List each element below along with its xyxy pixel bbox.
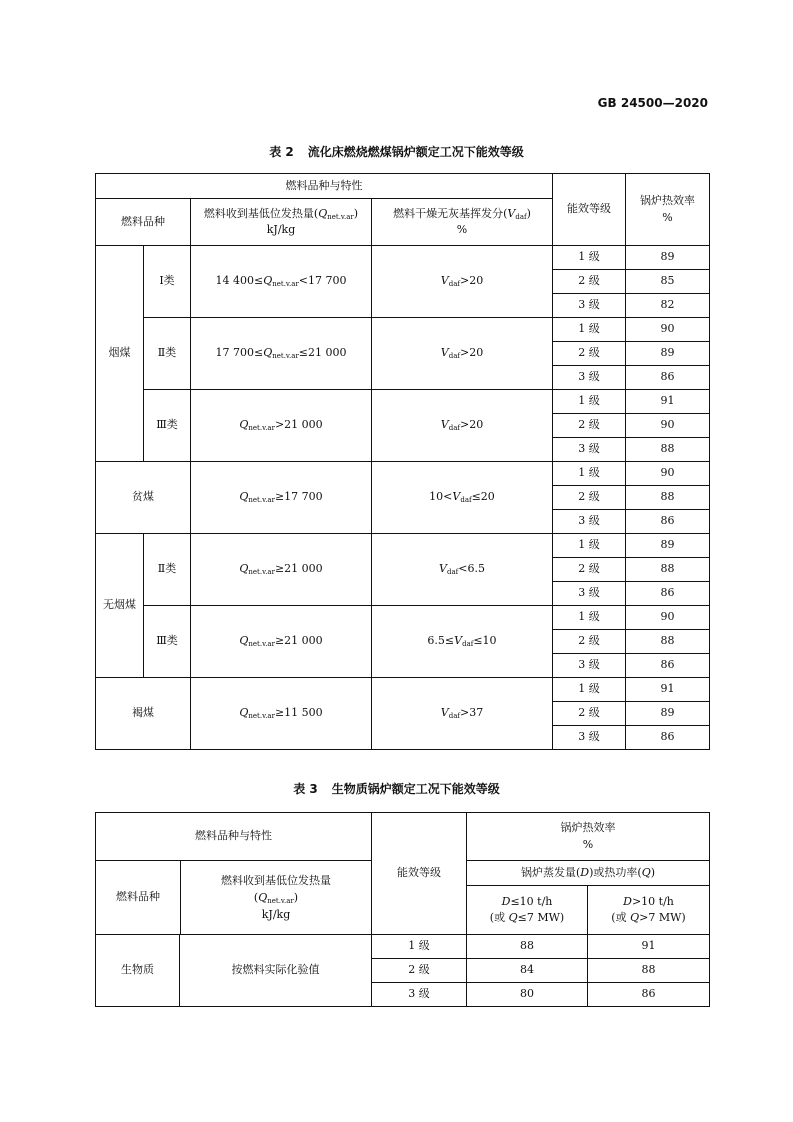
t2-efficiency: 86 [626,366,710,390]
t2-level: 1 级 [553,246,626,270]
t2-fuel-props-header: 燃料品种与特性 [96,174,553,199]
t2-level: 2 级 [553,270,626,294]
t3-grade-header: 能效等级 [372,813,467,935]
t3-fuel-type-heat-merge [96,861,372,935]
t2-anthracite-class3: Ⅲ类 [144,606,191,678]
t2-anthracite-class2: Ⅱ类 [144,534,191,606]
t2-efficiency: 85 [626,270,710,294]
t2-level: 3 级 [553,726,626,750]
t2-level: 2 级 [553,702,626,726]
t3-efficiency-high: 86 [588,983,710,1007]
t2-efficiency: 91 [626,390,710,414]
t2-bituminous-class1-volatile: Vdaf>20 [372,246,553,318]
t2-efficiency: 89 [626,342,710,366]
t3-level: 3 级 [372,983,467,1007]
t2-efficiency: 86 [626,726,710,750]
t2-bituminous-class2: Ⅱ类 [144,318,191,390]
t3-level: 1 级 [372,935,467,959]
t2-level: 1 级 [553,534,626,558]
t3-efficiency-high: 88 [588,959,710,983]
table2-caption-number: 表 2 [269,145,294,159]
t2-level: 3 级 [553,294,626,318]
t2-level: 2 级 [553,342,626,366]
t2-lignite-heat: Qnet.v.ar≥11 500 [191,678,372,750]
t2-efficiency: 88 [626,486,710,510]
t2-bituminous-class3-volatile: Vdaf>20 [372,390,553,462]
t2-anthracite-class3-heat: Qnet.v.ar≥21 000 [191,606,372,678]
t2-level: 3 级 [553,366,626,390]
table3-biomass-boiler [95,812,710,1007]
table2-caption [0,143,793,160]
t2-bituminous: 烟煤 [96,246,144,462]
t2-bituminous-class2-volatile: Vdaf>20 [372,318,553,390]
t3-efficiency-low: 84 [467,959,588,983]
t2-efficiency: 90 [626,318,710,342]
t2-level: 2 级 [553,414,626,438]
t2-anthracite-class3-volatile: 6.5≤Vdaf≤10 [372,606,553,678]
t3-output-low-header: D≤10 t/h (或 Q≤7 MW) [467,886,588,935]
t3-eff-header: 锅炉热效率 % [467,813,710,861]
t3-efficiency-high: 91 [588,935,710,959]
t2-anthracite-class2-volatile: Vdaf<6.5 [372,534,553,606]
t2-lean-coal: 贫煤 [96,462,191,534]
t2-efficiency: 89 [626,246,710,270]
t3-efficiency-low: 88 [467,935,588,959]
t3-efficiency-low: 80 [467,983,588,1007]
t2-level: 2 级 [553,630,626,654]
table2-caption-title: 流化床燃烧燃煤锅炉额定工况下能效等级 [307,145,524,159]
t2-eff-header: 锅炉热效率 % [626,174,710,246]
t2-level: 3 级 [553,654,626,678]
t3-heat-header: 燃料收到基低位发热量 (Qnet.v.ar) kJ/kg [221,873,331,922]
t2-efficiency: 86 [626,582,710,606]
table3-caption-number: 表 3 [293,782,318,796]
t2-efficiency: 82 [626,294,710,318]
t2-efficiency: 90 [626,462,710,486]
t2-level: 3 级 [553,438,626,462]
t2-bituminous-class3: Ⅲ类 [144,390,191,462]
t2-lignite: 褐煤 [96,678,191,750]
t3-fuel-type-header: 燃料品种 [96,861,181,934]
t3-biomass-heat: 按燃料实际化验值 [180,935,372,1007]
t2-grade-header: 能效等级 [553,174,626,246]
t2-anthracite-class2-heat: Qnet.v.ar≥21 000 [191,534,372,606]
t2-lignite-volatile: Vdaf>37 [372,678,553,750]
t3-output-header: 锅炉蒸发量(D)或热功率(Q) [467,861,710,886]
t2-lean-volatile: 10<Vdaf≤20 [372,462,553,534]
t2-bituminous-class1: Ⅰ类 [144,246,191,318]
t3-fuel-props-header: 燃料品种与特性 [96,813,372,861]
t2-level: 1 级 [553,318,626,342]
t2-fuel-type-header: 燃料品种 [96,199,191,246]
t2-level: 1 级 [553,678,626,702]
t2-efficiency: 88 [626,630,710,654]
t2-efficiency: 89 [626,534,710,558]
table3-caption [0,780,793,797]
t2-efficiency: 89 [626,702,710,726]
t3-biomass: 生物质 [96,935,180,1007]
t2-volatile-header: 燃料干燥无灰基挥发分(Vdaf) % [372,199,553,246]
t2-efficiency: 90 [626,606,710,630]
t2-bituminous-class2-heat: 17 700≤Qnet.v.ar≤21 000 [191,318,372,390]
t2-level: 1 级 [553,390,626,414]
t3-output-high-header: D>10 t/h (或 Q>7 MW) [588,886,710,935]
t2-level: 1 级 [553,462,626,486]
t2-efficiency: 86 [626,654,710,678]
t2-lean-heat: Qnet.v.ar≥17 700 [191,462,372,534]
t2-efficiency: 88 [626,438,710,462]
t2-anthracite: 无烟煤 [96,534,144,678]
t2-level: 1 级 [553,606,626,630]
t2-efficiency: 90 [626,414,710,438]
table3-caption-title: 生物质锅炉额定工况下能效等级 [331,782,500,796]
t2-efficiency: 88 [626,558,710,582]
t2-efficiency: 91 [626,678,710,702]
t2-efficiency: 86 [626,510,710,534]
t2-bituminous-class3-heat: Qnet.v.ar>21 000 [191,390,372,462]
t2-level: 3 级 [553,510,626,534]
t2-level: 3 级 [553,582,626,606]
t2-level: 2 级 [553,558,626,582]
t2-heat-header: 燃料收到基低位发热量(Qnet.v.ar) kJ/kg [191,199,372,246]
t2-level: 2 级 [553,486,626,510]
t3-level: 2 级 [372,959,467,983]
standard-code: GB 24500—2020 [597,96,708,110]
t2-bituminous-class1-heat: 14 400≤Qnet.v.ar<17 700 [191,246,372,318]
table2-fluidized-bed-coal-boiler [95,173,710,750]
